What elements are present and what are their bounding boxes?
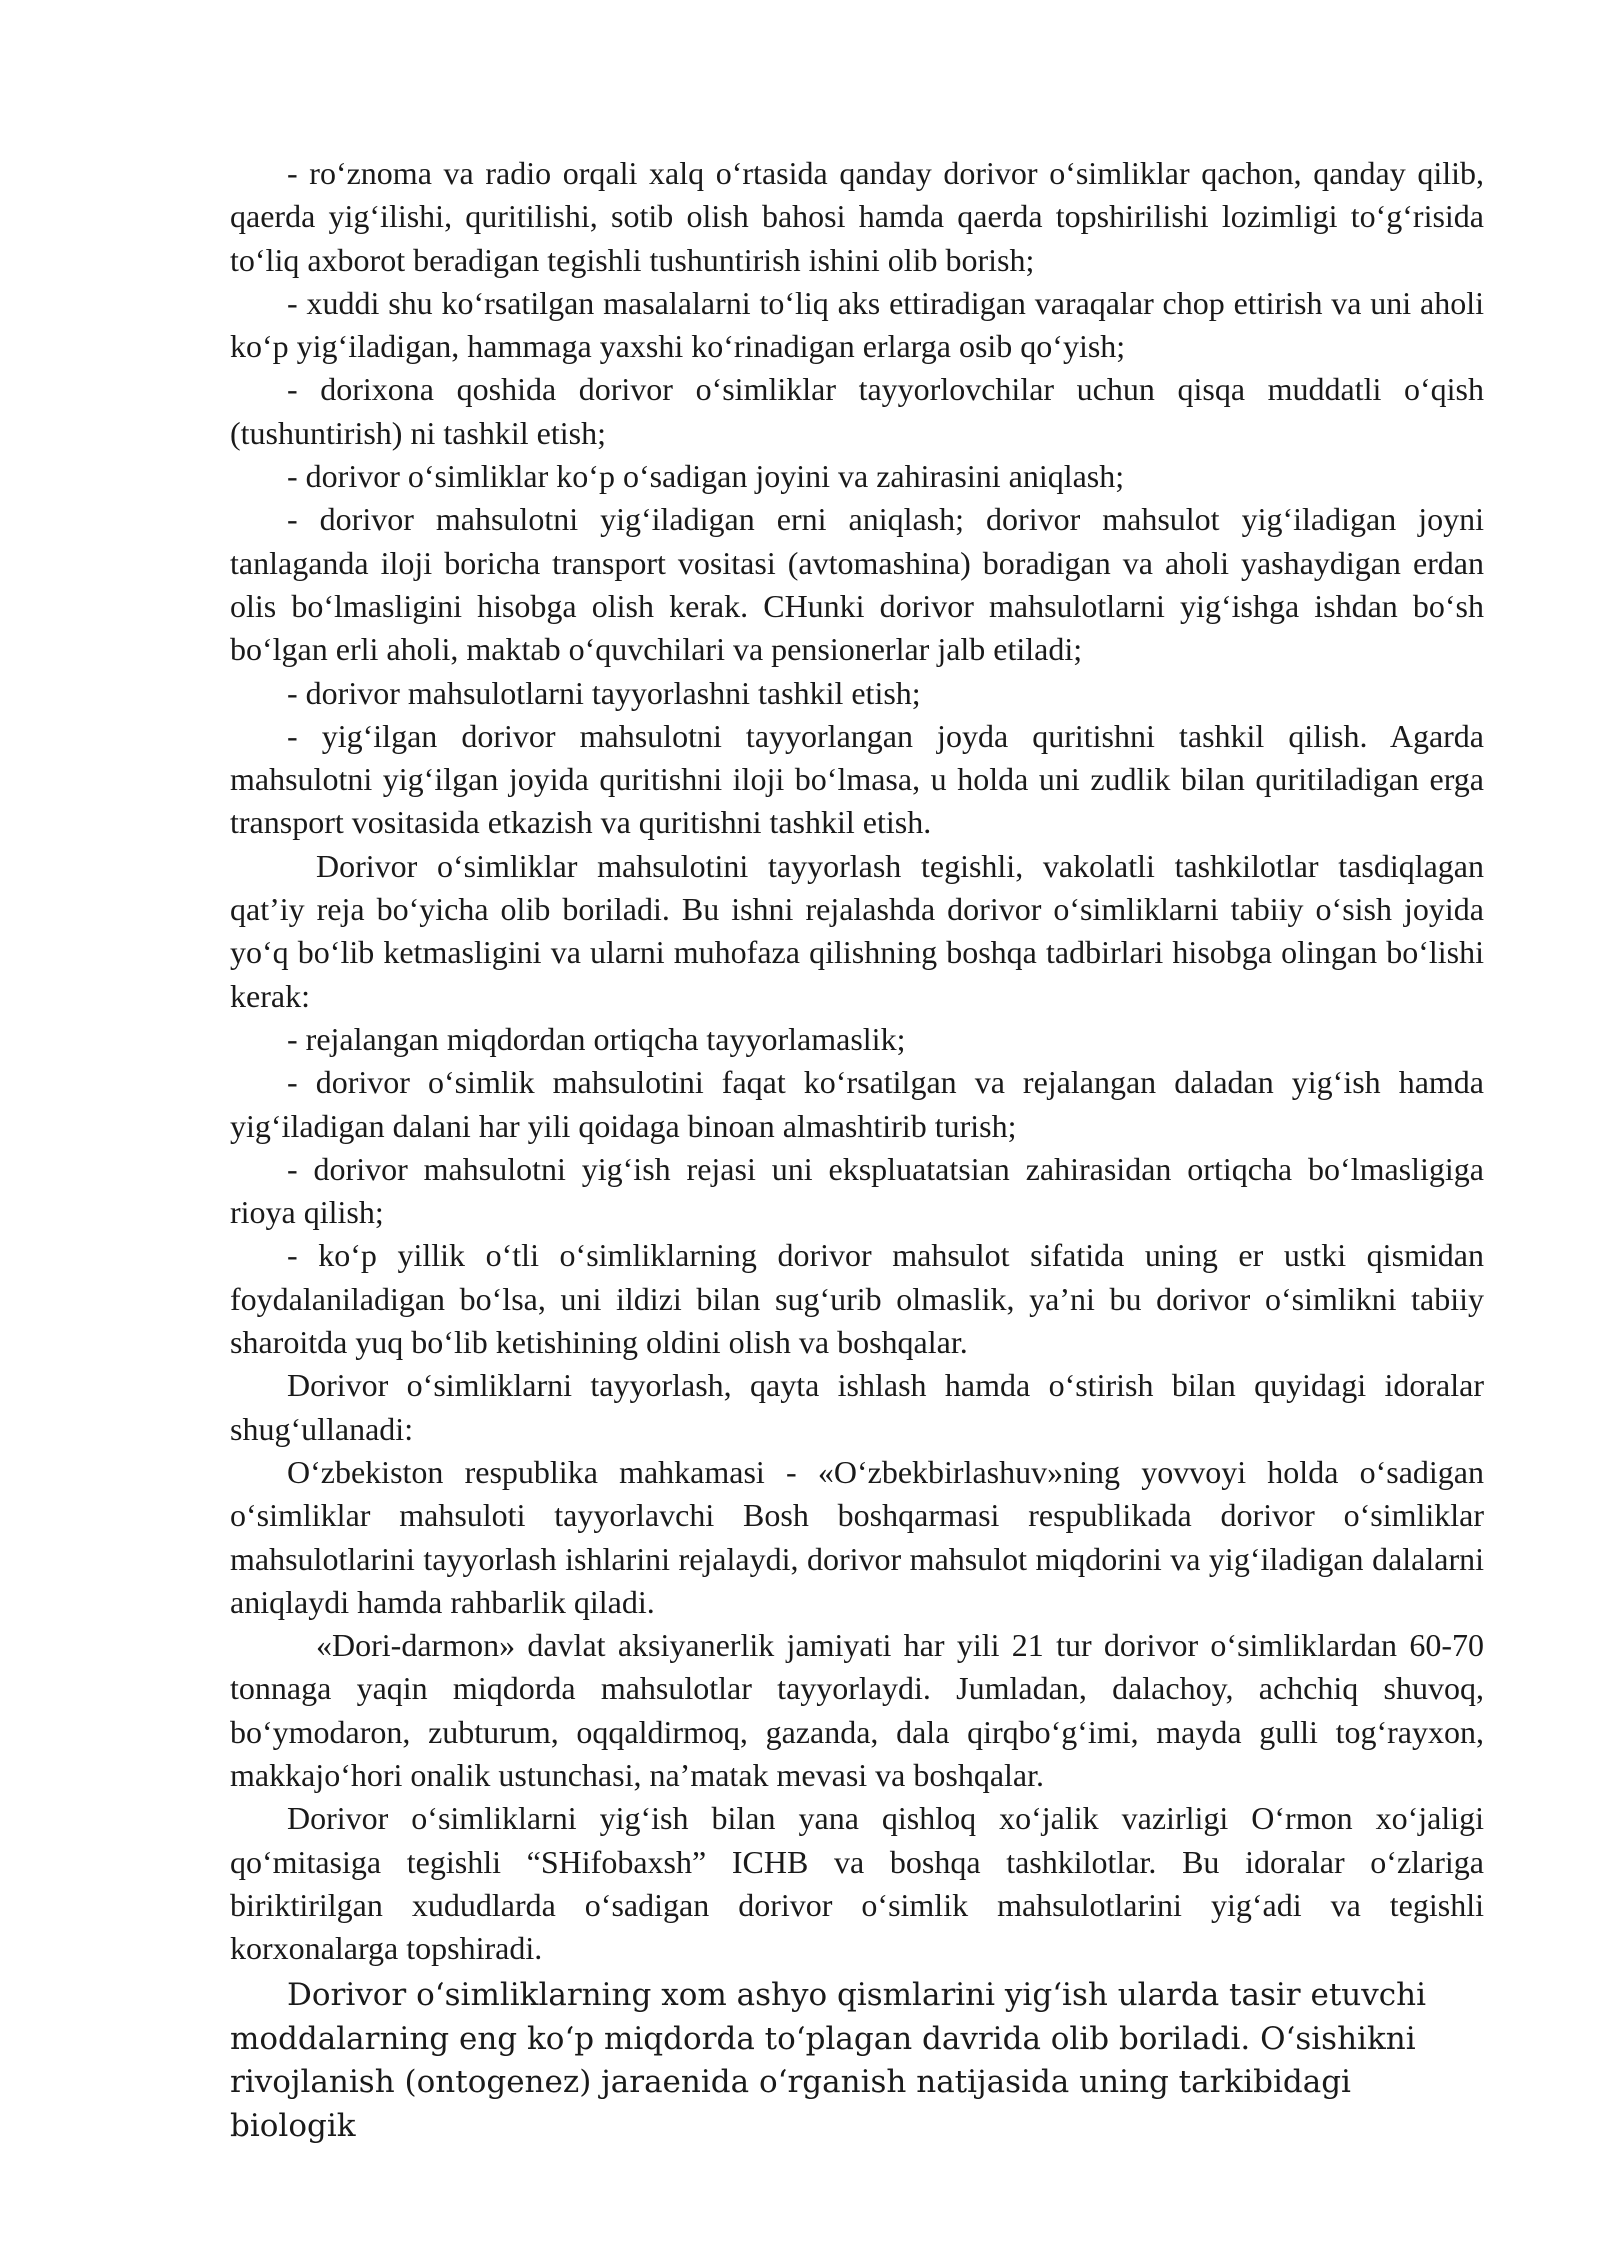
- paragraph-organize-harvest: - dorivor mahsulotlarni tayyorlashni tashkil etish;: [287, 674, 921, 711]
- document-page: [230, 152, 1484, 2148]
- paragraph-shifobaxsh: Dorivor o‘simliklarni yig‘ish bilan yana qishloq xo‘jalik vazirligi O‘rmon xo‘jaligi qo‘mitasiga tegishli “SHifobaxsh” ICHB va boshqa tashkilotlar. Bu idoralar o‘zlariga biriktirilgan xududlarda o‘sadigan dorivor o‘simlik mahsulotlarini yig‘adi va tegishli korxonalarga topshiradi.: [230, 1800, 1484, 1967]
- paragraph-rotation: - dorivor o‘simlik mahsulotini faqat ko‘rsatilgan va rejalangan daladan yig‘ish hamda yig‘iladigan dalani har yili qoidaga binoan almashtirib turish;: [230, 1064, 1484, 1144]
- paragraph-planning: Dorivor o‘simliklar mahsulotini tayyorlash tegishli, vakolatli tashkilotlar tasdiqlagan qat’iy reja bo‘yicha olib boriladi. Bu ishni rejalashda dorivor o‘simliklarni tabiiy o‘sish joyida yo‘q bo‘lib ketmasligini va ularni muhofaza qilishning boshqa tadbirlari hisobga olingan bo‘lishi kerak:: [230, 847, 1484, 1014]
- paragraph-dori-darmon: «Dori-darmon» davlat aksiyanerlik jamiyati har yili 21 tur dorivor o‘simliklardan 60-70 tonnaga yaqin miqdorda mahsulotlar tayyorlaydi. Jumladan, dalachoy, achchiq shuvoq, bo‘ymodaron, zubturum, oqqaldirmoq, gazanda, dala qirqbo‘g‘imi, mayda gulli tog‘rayxon, makkajo‘hori onalik ustunchasi, na’matak mevasi va boshqalar.: [230, 1627, 1484, 1793]
- paragraph-uzbekbirlashuv: O‘zbekiston respublika mahkamasi - «O‘zbekbirlashuv»ning yovvoyi holda o‘sadigan o‘simliklar mahsuloti tayyorlavchi Bosh boshqarmasi respublikada dorivor o‘simliklar mahsulotlarini tayyorlash ishlarini rejalaydi, dorivor mahsulot miqdorini va yig‘iladigan dalalarni aniqlaydi hamda rahbarlik qiladi.: [230, 1453, 1484, 1620]
- paragraph-agencies: Dorivor o‘simliklarni tayyorlash, qayta ishlash hamda o‘stirish bilan quyidagi idoralar shug‘ullanadi:: [230, 1367, 1484, 1447]
- paragraph-drying: - yig‘ilgan dorivor mahsulotni tayyorlangan joyda quritishni tashkil qilish. Agarda mahsulotni yig‘ilgan joyida quritishni iloji bo‘lmasa, u holda uni zudlik bilan quritiladigan erga transport vositasida etkazish va quritishni tashkil etish.: [230, 717, 1484, 841]
- paragraph-exploitation-reserve: - dorivor mahsulotni yig‘ish rejasi uni ekspluatatsian zahirasidan ortiqcha bo‘lmasligiga rioya qilish;: [230, 1150, 1484, 1231]
- paragraph-harvest-timing: Dorivor o‘simliklarning xom ashyo qismlarini yig‘ish ularda tasir etuvchi moddalarning eng ko‘p miqdorda to‘plagan davrida olib boriladi. O‘sishikni rivojlanish (ontogenez) jaraenida o‘rganish natijasida uning tarkibidagi biologik: [230, 1977, 1427, 2144]
- paragraph-press-radio: - ro‘znoma va radio orqali xalq o‘rtasida qanday dorivor o‘simliklar qachon, qanday qilib, qaerda yig‘ilishi, quritilishi, sotib olish bahosi hamda qaerda topshirilishi lozimligi to‘g‘risida to‘liq axborot beradigan tegishli tushuntirish ishini olib borish;: [230, 155, 1484, 278]
- paragraph-no-excess: - rejalangan miqdordan ortiqcha tayyorlamaslik;: [287, 1020, 906, 1057]
- paragraph-leaflets: - xuddi shu ko‘rsatilgan masalalarni to‘liq aks ettiradigan varaqalar chop ettirish va uni aholi ko‘p yig‘iladigan, hammaga yaxshi ko‘rinadigan erlarga osib qo‘yish;: [230, 284, 1484, 365]
- paragraph-collection-site: - dorivor mahsulotni yig‘iladigan erni aniqlash; dorivor mahsulot yig‘iladigan joyni tanlaganda iloji boricha transport vositasi (avtomashina) boradigan va aholi yashaydigan erdan olis bo‘lmasligini hisobga olish kerak. CHunki dorivor mahsulotlarni yig‘ishga ishdan bo‘sh bo‘lgan erli aholi, maktab o‘quvchilari va pensionerlar jalb etiladi;: [230, 501, 1484, 668]
- paragraph-reserves: - dorivor o‘simliklar ko‘p o‘sadigan joyini va zahirasini aniqlash;: [287, 458, 1125, 495]
- paragraph-perennial: - ko‘p yillik o‘tli o‘simliklarning dorivor mahsulot sifatida uning er ustki qismidan foydalaniladigan bo‘lsa, uni ildizi bilan sug‘urib olmaslik, ya’ni bu dorivor o‘simlikni tabiiy sharoitda yuq bo‘lib ketishining oldini olish va boshqalar.: [230, 1237, 1484, 1361]
- paragraph-short-course: - dorixona qoshida dorivor o‘simliklar tayyorlovchilar uchun qisqa muddatli o‘qish (tushuntirish) ni tashkil etish;: [230, 371, 1484, 451]
